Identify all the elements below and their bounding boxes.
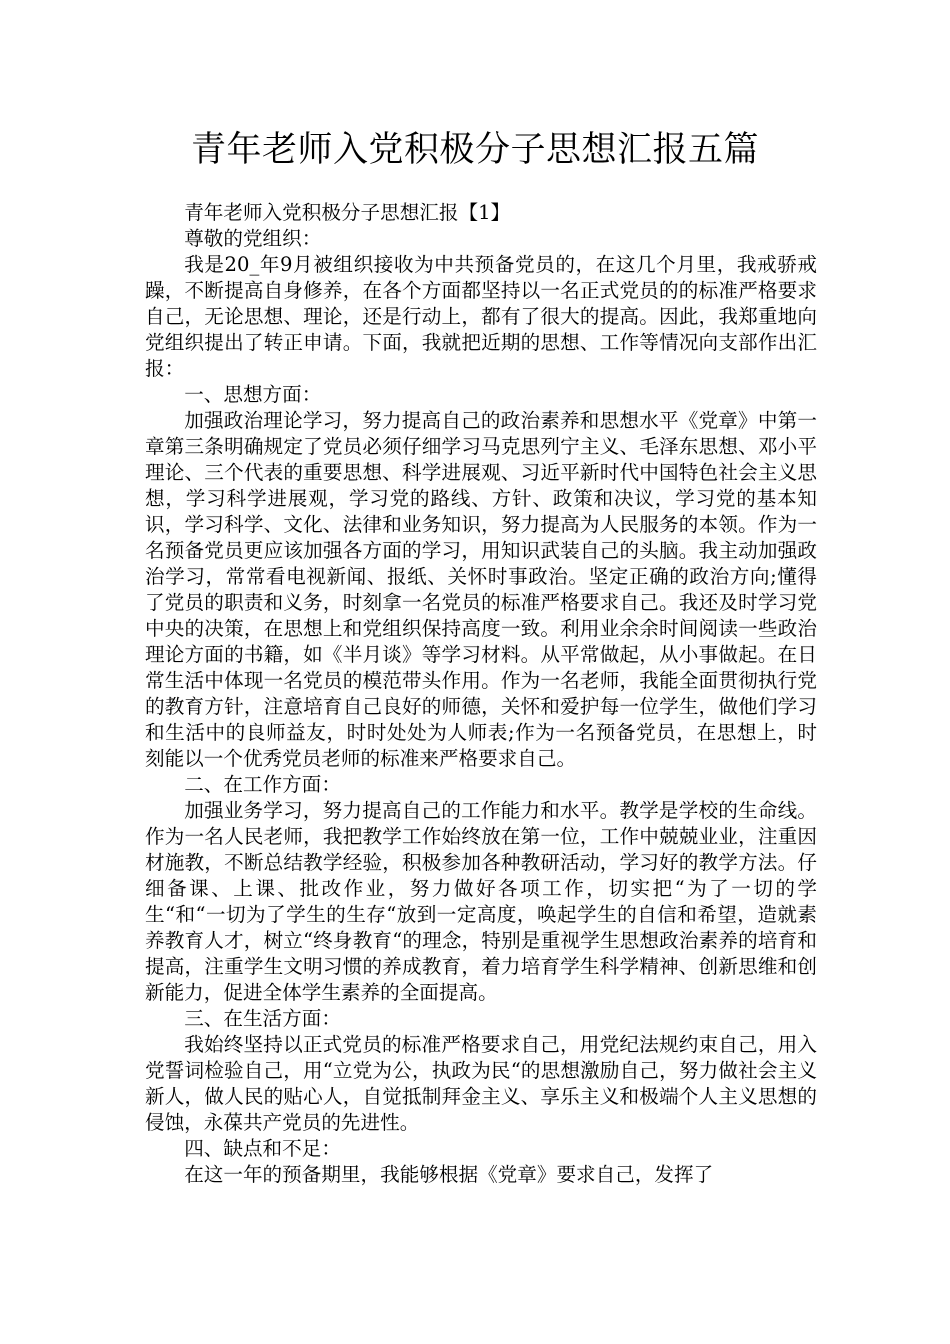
paragraph-shortcomings: 在这一年的预备期里，我能够根据《党章》要求自己，发挥了 (184, 1163, 714, 1186)
document-title: 青年老师入党积极分子思想汇报五篇 (190, 130, 759, 170)
heading-thought: 一、思想方面： (184, 383, 322, 406)
heading-shortcomings: 四、缺点和不足： (184, 1137, 341, 1160)
paragraph-intro: 我是20_年9月被组织接收为中共预备党员的，在这几个月里，我戒骄戒躁，不断提高自身修养，在各个方面都坚持以一名正式党员的的标准严格要求自己，无论思想、理论，还是行动上，都有了很大的提高。因此，我郑重地向党组织提出了转正申请。下面，我就把近期的思想、工作等情况向支部作出汇报： (145, 253, 817, 380)
heading-life: 三、在生活方面： (184, 1007, 341, 1030)
paragraph-life: 我始终坚持以正式党员的标准严格要求自己，用党纪法规约束自己，用入党誓词检验自己，用“立党为公，执政为民“的思想激励自己，努力做社会主义新人，做人民的贴心人，自觉抵制拜金主义、享乐主义和极端个人主义思想的侵蚀，永葆共产党员的先进性。 (145, 1033, 817, 1134)
section-subtitle: 青年老师入党积极分子思想汇报【1】 (184, 201, 511, 224)
salutation: 尊敬的党组织： (184, 227, 322, 250)
heading-work: 二、在工作方面： (184, 773, 341, 796)
document-body (145, 200, 817, 1188)
paragraph-thought: 加强政治理论学习，努力提高自己的政治素养和思想水平《党章》中第一章第三条明确规定了党员必须仔细学习马克思列宁主义、毛泽东思想、邓小平理论、三个代表的重要思想、科学进展观、习近平新时代中国特色社会主义思想，学习科学进展观，学习党的路线、方针、政策和决议，学习党的基本知识，学习科学、文化、法律和业务知识，努力提高为人民服务的本领。作为一名预备党员更应该加强各方面的学习，用知识武装自己的头脑。我主动加强政治学习，常常看电视新闻、报纸、关怀时事政治。坚定正确的政治方向;懂得了党员的职责和义务，时刻拿一名党员的标准严格要求自己。我还及时学习党中央的决策，在思想上和党组织保持高度一致。利用业余余时间阅读一些政治理论方面的书籍，如《半月谈》等学习材料。从平常做起，从小事做起。在日常生活中体现一名党员的模范带头作用。作为一名老师，我能全面贯彻执行党的教育方针，注意培育自己良好的师德，关怀和爱护每一位学生，做他们学习和生活中的良师益友，时时处处为人师表;作为一名预备党员，在思想上，时刻能以一个优秀党员老师的标准来严格要求自己。 (145, 409, 817, 770)
paragraph-work: 加强业务学习，努力提高自己的工作能力和水平。教学是学校的生命线。作为一名人民老师，我把教学工作始终放在第一位，工作中兢兢业业，注重因材施教，不断总结教学经验，积极参加各种教研活动，学习好的教学方法。仔细备课、上课、批改作业，努力做好各项工作，切实把“为了一切的学生“和“一切为了学生的生存“放到一定高度，唤起学生的自信和希望，造就素养教育人才，树立“终身教育“的理念，特别是重视学生思想政治素养的培育和提高，注重学生文明习惯的养成教育，着力培育学生科学精神、创新思维和创新能力，促进全体学生素养的全面提高。 (145, 799, 817, 1004)
